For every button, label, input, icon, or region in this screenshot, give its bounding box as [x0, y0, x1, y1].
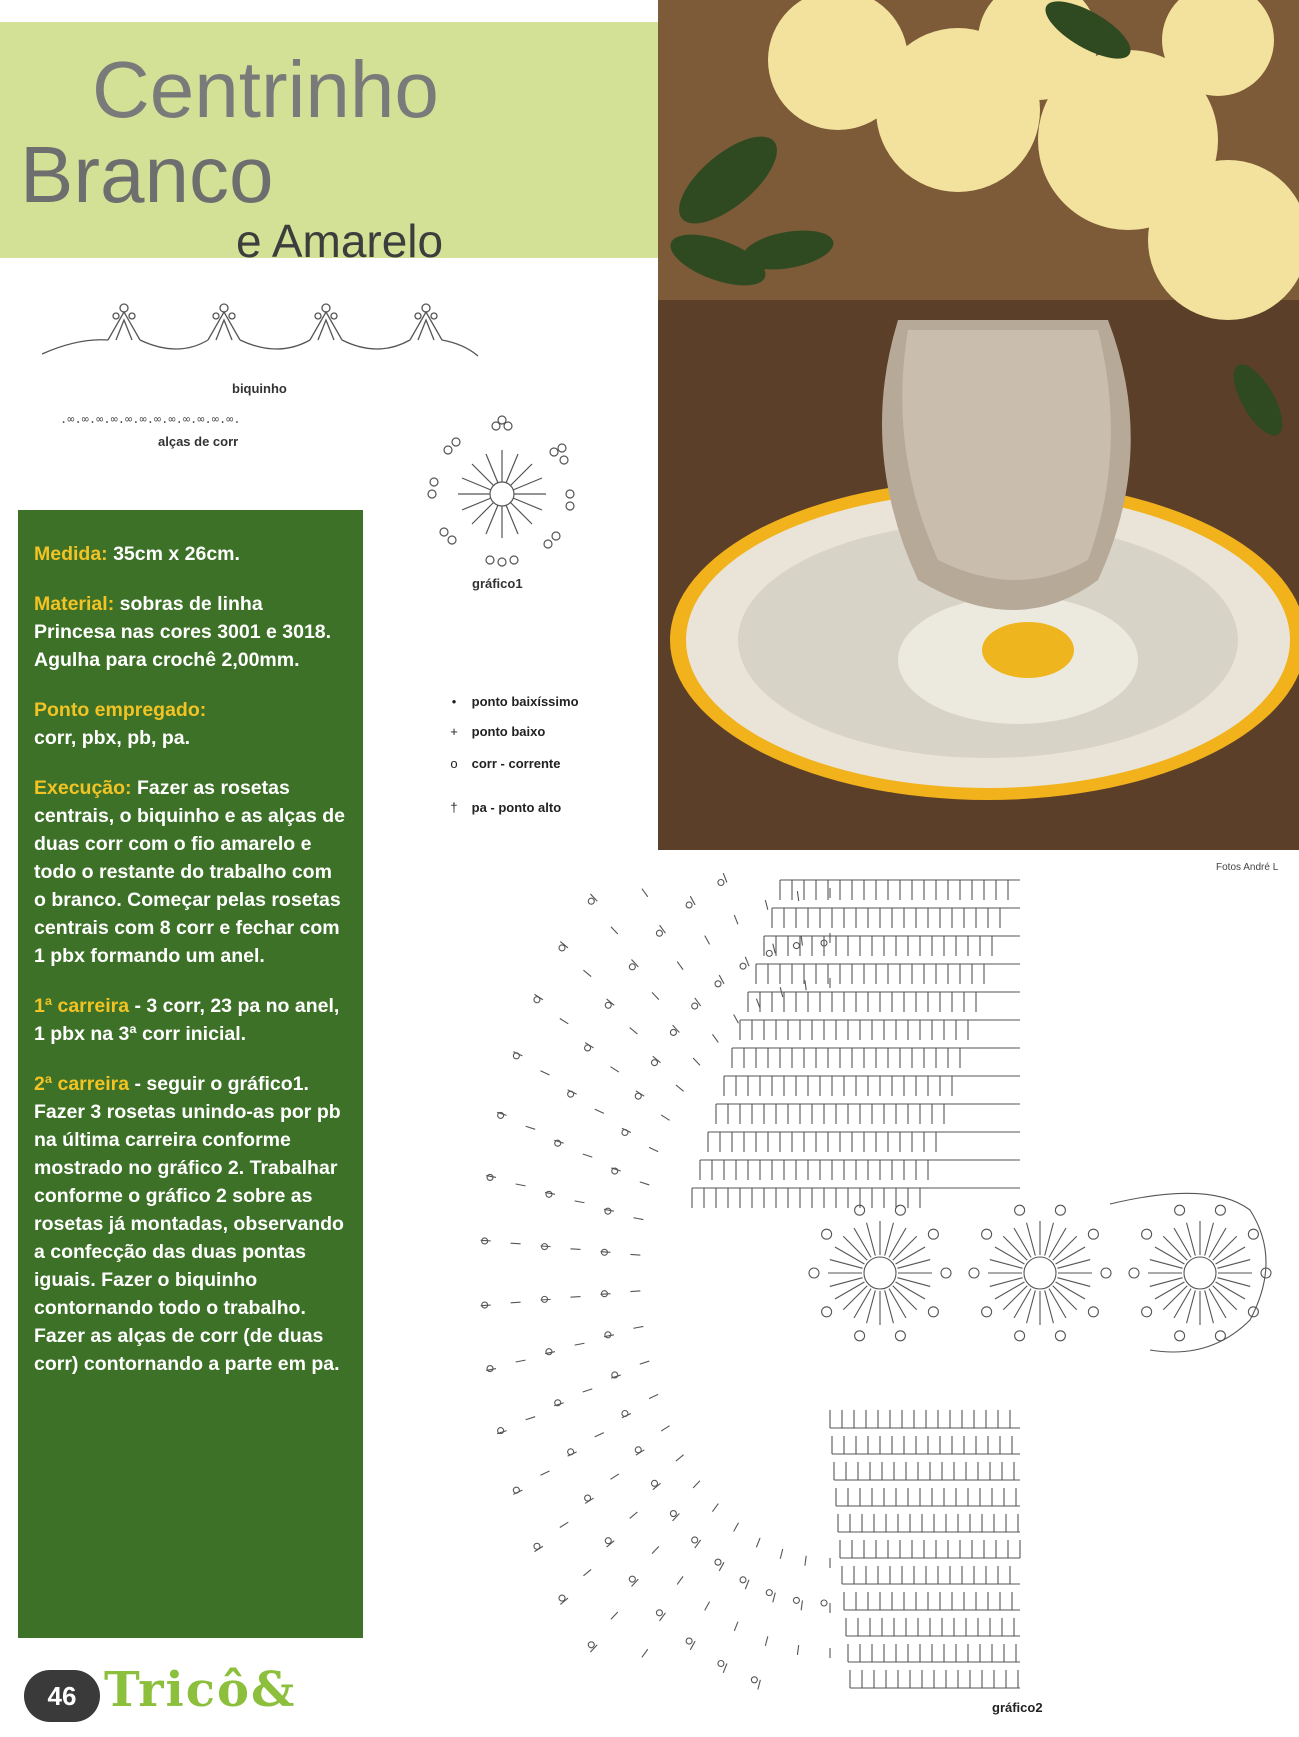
circle-symbol-icon: o — [450, 756, 458, 771]
doily-photo — [658, 0, 1299, 850]
page-title-line1: Centrinho — [92, 45, 439, 134]
page-number: 46 — [24, 1670, 100, 1722]
carreira1-label: 1ª carreira — [34, 995, 130, 1017]
title-band — [0, 22, 658, 267]
material-text: sobras de linha Princesa nas cores 3001 e 3018. Agulha para crochê 2,00mm. — [34, 593, 332, 671]
material-label: Material: — [34, 593, 115, 615]
grafico2-diagram — [450, 860, 1299, 1690]
instructions-box — [18, 510, 363, 1638]
page-title-line2: Branco — [20, 130, 274, 219]
legend-label: ponto baixíssimo — [471, 694, 579, 709]
carreira1-text: - 3 corr, 23 pa no anel, 1 pbx na 3ª corr inicial. — [34, 995, 340, 1045]
dot-symbol-icon: • — [451, 694, 457, 709]
execucao-label: Execução: — [34, 777, 132, 799]
medida-label: Medida: — [34, 543, 108, 565]
carreira2-text: - seguir o gráfico1. Fazer 3 rosetas unindo-as por pb na última carreira conforme mostrado no gráfico 2. Trabalhar conforme o gráfico 2 sobre as rosetas já montadas, observando a confecção das duas pontas iguais. Fazer o biquinho contornando todo o trabalho. Fazer as alças de corr (de duas corr) contornando a parte em pa. — [34, 1073, 344, 1375]
legend-item-pb — [440, 724, 545, 739]
grafico1-label: gráfico1 — [472, 576, 523, 591]
grafico2-label: gráfico2 — [992, 1700, 1043, 1715]
biquinho-label: biquinho — [232, 381, 287, 396]
grafico1-diagram — [422, 414, 582, 569]
carreira1-paragraph — [34, 992, 347, 1048]
magazine-logo: Tricô& — [104, 1662, 297, 1718]
execucao-text: Fazer as rosetas centrais, o biquinho e as alças de duas corr com o fio amarelo e todo o restante do trabalho com o branco. Começar pelas rosetas centrais com 8 corr e fechar com 1 pbx formando um anel. — [34, 777, 346, 967]
legend-item-pbx — [440, 694, 579, 709]
photo-credit: Fotos André L — [1216, 862, 1279, 873]
ponto-label: Ponto empregado: — [34, 699, 207, 721]
chain-loop-pattern: .∞.∞.∞.∞.∞.∞.∞.∞.∞.∞.∞.∞. — [60, 412, 241, 426]
carreira2-label: 2ª carreira — [34, 1073, 130, 1095]
legend-label: pa - ponto alto — [471, 800, 562, 815]
legend-label: ponto baixo — [471, 724, 546, 739]
legend-item-pa — [440, 800, 561, 815]
chain-loop-label: alças de corr — [158, 434, 239, 449]
biquinho-chart — [38, 298, 483, 368]
medida-text: 35cm x 26cm. — [107, 543, 240, 565]
dagger-symbol-icon: † — [450, 800, 458, 815]
plus-symbol-icon: + — [450, 724, 458, 739]
ponto-paragraph — [34, 696, 347, 752]
medida-paragraph — [34, 540, 347, 568]
legend-item-corr — [440, 756, 561, 771]
material-paragraph — [34, 590, 347, 674]
ponto-text: corr, pbx, pb, pa. — [34, 727, 191, 749]
page-title-line3: e Amarelo — [236, 215, 444, 267]
carreira2-paragraph — [34, 1070, 347, 1378]
photo-illustration — [658, 0, 1299, 850]
legend-label: corr - corrente — [471, 756, 561, 771]
execucao-paragraph — [34, 774, 347, 970]
